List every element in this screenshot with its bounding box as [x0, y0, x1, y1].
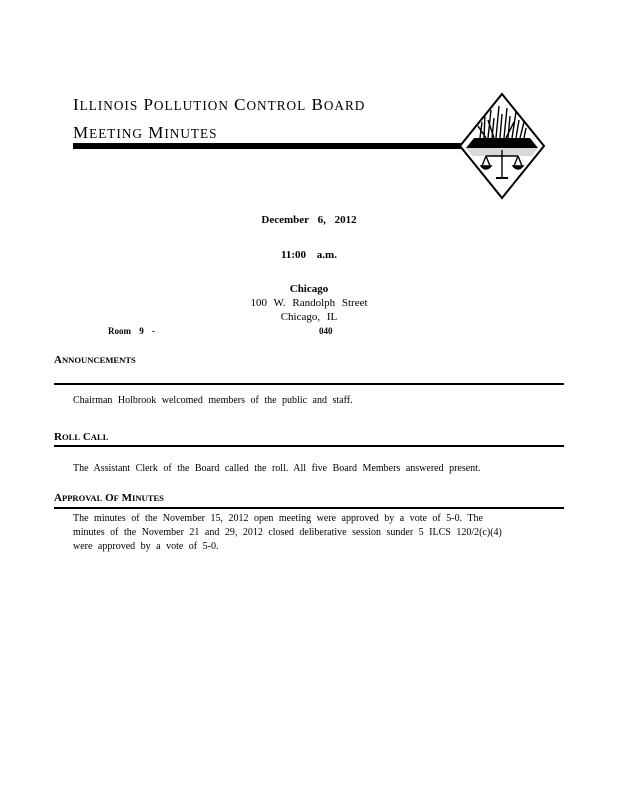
roll-call-text: The Assistant Clerk of the Board called the roll. All five Board Members answered present.: [73, 463, 481, 474]
section-heading-approval: APPROVAL OF MINUTES: [54, 492, 164, 504]
meeting-room-number: 040: [319, 326, 333, 336]
meeting-room-label: Room 9 -: [108, 326, 155, 336]
meeting-address: 100 W. Randolph Street: [250, 297, 368, 309]
meeting-date: December 6, 2012: [261, 214, 357, 226]
meeting-city: Chicago: [289, 283, 329, 295]
section-rule: [54, 445, 564, 447]
title-line-1: ILLINOIS POLLUTION CONTROL BOARD: [73, 95, 366, 114]
header-rule: [73, 143, 473, 149]
announcements-text: Chairman Holbrook welcomed members of the public and staff.: [73, 395, 353, 406]
meeting-city-state: Chicago, IL: [280, 311, 338, 323]
section-heading-announcements: ANNOUNCEMENTS: [54, 354, 136, 366]
section-rule: [54, 383, 564, 385]
section-heading-roll-call: ROLL CALL: [54, 431, 109, 443]
title-line-2: MEETING MINUTES: [73, 123, 218, 142]
board-logo: [458, 92, 546, 200]
approval-text-line-2: minutes of the November 21 and 29, 2012 closed deliberative session sunder 5 ILCS 120/2(c)(4): [73, 527, 502, 538]
approval-text-line-1: The minutes of the November 15, 2012 open meeting were approved by a vote of 5-0. The: [73, 513, 483, 524]
meeting-time: 11:00 a.m.: [281, 249, 337, 261]
section-rule: [54, 507, 564, 509]
scales-of-justice-icon: [458, 92, 546, 200]
approval-text-line-3: were approved by a vote of 5-0.: [73, 541, 219, 552]
